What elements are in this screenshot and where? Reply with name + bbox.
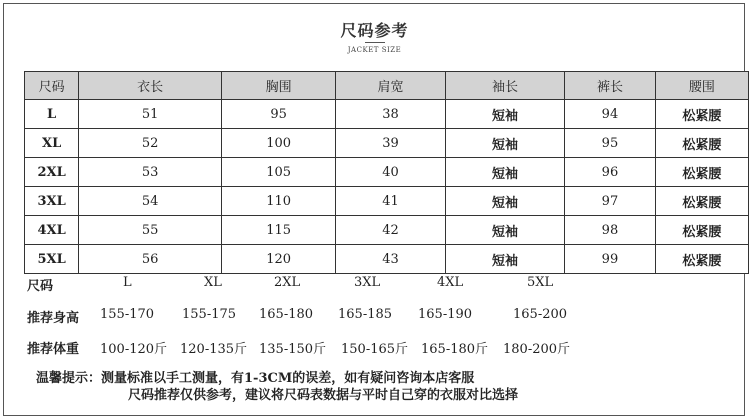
recommend-size: XL [204,275,222,290]
recommend-weight-label: 推荐体重 [27,342,80,357]
header-length: 衣长 [79,72,222,100]
recommend-weight: 135-150斤 [259,342,327,357]
cell-chest: 110 [222,187,336,216]
cell-pants-length: 95 [565,129,656,158]
cell-pants-length: 96 [565,158,656,187]
recommend-size: 3XL [354,275,381,290]
cell-chest: 95 [222,100,336,129]
cell-pants-length: 99 [565,245,656,274]
recommend-height: 165-185 [338,307,393,322]
recommend-height: 155-175 [182,307,237,322]
recommend-weight: 100-120斤 [100,342,168,357]
cell-chest: 105 [222,158,336,187]
cell-size: 2XL [25,158,79,187]
cell-length: 54 [79,187,222,216]
recommend-weight: 165-180斤 [421,342,489,357]
recommend-height: 165-200 [513,307,568,322]
cell-sleeve: 短袖 [445,100,564,129]
cell-chest: 120 [222,245,336,274]
header-pants-length: 裤长 [565,72,656,100]
title-divider [365,42,385,43]
cell-sleeve: 短袖 [445,129,564,158]
cell-waist: 松紧腰 [655,129,748,158]
cell-shoulder: 41 [336,187,446,216]
cell-chest: 115 [222,216,336,245]
recommend-weight: 120-135斤 [180,342,248,357]
cell-waist: 松紧腰 [655,187,748,216]
cell-length: 55 [79,216,222,245]
cell-shoulder: 38 [336,100,446,129]
header-shoulder: 肩宽 [336,72,446,100]
cell-chest: 100 [222,129,336,158]
recommend-size-label: 尺码 [27,279,54,294]
cell-shoulder: 42 [336,216,446,245]
cell-waist: 松紧腰 [655,158,748,187]
notes-line-2: 尺码推荐仅供参考，建议将尺码表数据与平时自己穿的衣服对比选择 [128,388,519,403]
recommend-height: 165-180 [259,307,314,322]
cell-size: 5XL [25,245,79,274]
cell-sleeve: 短袖 [445,245,564,274]
recommend-size: 5XL [527,275,554,290]
cell-waist: 松紧腰 [655,100,748,129]
page-subtitle: JACKET SIZE [347,46,402,54]
recommend-weight: 180-200斤 [503,342,571,357]
table-row [25,158,749,187]
table-row [25,245,749,274]
table-header-row [25,72,749,100]
cell-length: 51 [79,100,222,129]
recommend-weight: 150-165斤 [341,342,409,357]
header-size: 尺码 [25,72,79,100]
recommend-height: 155-170 [100,307,155,322]
cell-length: 56 [79,245,222,274]
notes-line-1: 温馨提示：测量标准以手工测量，有1-3CM的误差，如有疑问咨询本店客服 [36,371,475,386]
cell-sleeve: 短袖 [445,187,564,216]
cell-size: 4XL [25,216,79,245]
header-waist: 腰围 [655,72,748,100]
cell-length: 53 [79,158,222,187]
recommend-size: L [123,275,132,290]
cell-waist: 松紧腰 [655,216,748,245]
recommend-size: 4XL [437,275,464,290]
table-row [25,216,749,245]
header-sleeve: 袖长 [445,72,564,100]
cell-pants-length: 98 [565,216,656,245]
cell-size: 3XL [25,187,79,216]
page-title: 尺码参考 [340,21,409,40]
recommend-size: 2XL [274,275,301,290]
table-row [25,187,749,216]
cell-shoulder: 40 [336,158,446,187]
cell-waist: 松紧腰 [655,245,748,274]
cell-pants-length: 94 [565,100,656,129]
header-chest: 胸围 [222,72,336,100]
recommend-height: 165-190 [418,307,473,322]
cell-size: L [25,100,79,129]
cell-sleeve: 短袖 [445,158,564,187]
cell-size: XL [25,129,79,158]
size-table [24,71,749,274]
cell-shoulder: 39 [336,129,446,158]
cell-shoulder: 43 [336,245,446,274]
cell-pants-length: 97 [565,187,656,216]
table-row [25,100,749,129]
recommend-height-label: 推荐身高 [27,311,80,326]
cell-length: 52 [79,129,222,158]
cell-sleeve: 短袖 [445,216,564,245]
table-row [25,129,749,158]
